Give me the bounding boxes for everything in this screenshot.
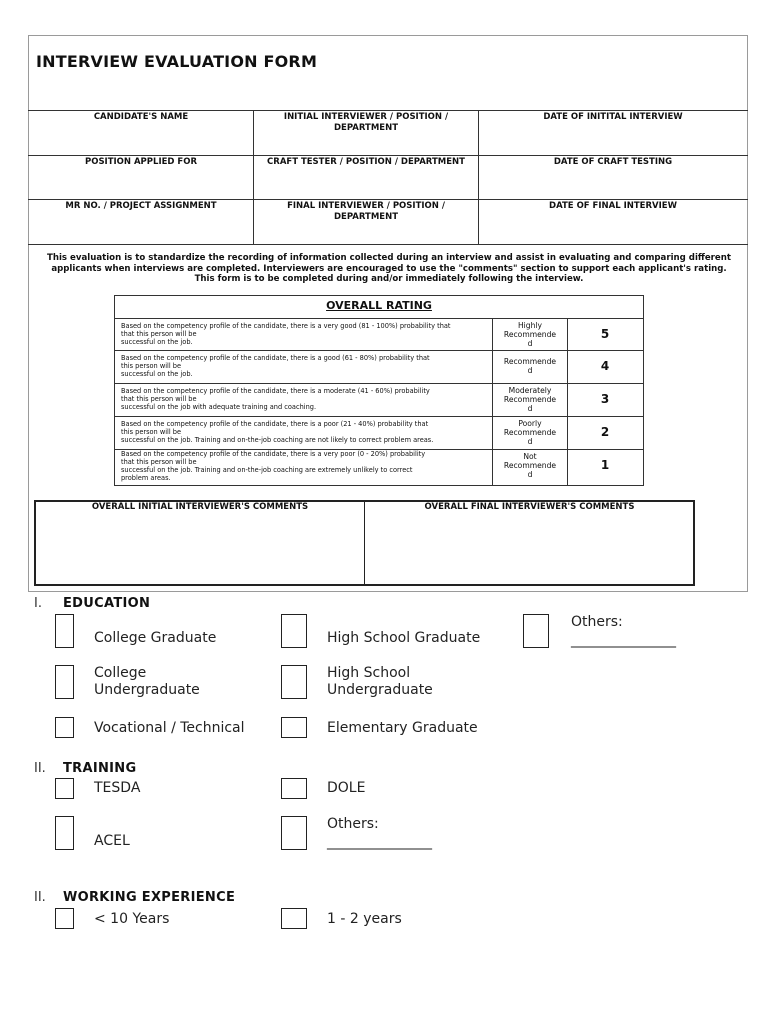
instruction-line: This evaluation is to standardize the recording of information collected during an interview and assist in evaluating and comparing different (47, 253, 731, 263)
header-grid-line (478, 110, 479, 244)
tesda-checkbox[interactable] (55, 778, 74, 799)
rating-label: Poorly Recommende d (503, 419, 557, 446)
rating-score-2[interactable]: 2 (600, 425, 610, 439)
education-others-checkbox[interactable] (523, 614, 549, 648)
rating-description: Based on the competency profile of the candidate, there is a very poor (0 - 20%) probability that this person will be successful on the job. Training and on-the-job coaching are extremely unlikely to correct problem areas. (121, 450, 426, 482)
rating-label: Recommende d (503, 357, 557, 375)
final-interviewer-field[interactable]: FINAL INTERVIEWER / POSITION / DEPARTMENT (287, 201, 445, 222)
acel-checkbox[interactable] (55, 816, 74, 850)
elementary-graduate-label: Elementary Graduate (327, 720, 478, 736)
rating-description: Based on the competency profile of the candidate, there is a poor (21 - 40%) probability that this person will be successful on the job. Training and on-the-job coaching are not likely to correct problem areas. (121, 420, 434, 444)
header-grid-line (28, 155, 748, 156)
rating-grid-line (492, 318, 493, 486)
high-school-undergraduate-label: High School Undergraduate (327, 665, 433, 698)
comments-divider (364, 500, 365, 586)
less-than-10-years-checkbox[interactable] (55, 908, 74, 929)
rating-score-5[interactable]: 5 (600, 327, 610, 341)
less-than-10-years-label: < 10 Years (94, 911, 170, 927)
rating-score-3[interactable]: 3 (600, 392, 610, 406)
final-interview-date-field[interactable]: DATE OF FINAL INTERVIEW (549, 201, 677, 211)
rating-description: Based on the competency profile of the candidate, there is a very good (81 - 100%) probability that that this person will be successful on the job. (121, 322, 451, 346)
dole-label: DOLE (327, 780, 366, 796)
instruction-line: applicants when interviews are completed. Interviewers are encouraged to use the "comments" section to support each applicant's rating. (51, 263, 727, 274)
experience-section-number: II. (34, 890, 46, 905)
education-others-input[interactable]: _______________ (571, 632, 676, 648)
header-grid-line (253, 110, 254, 244)
training-section-number: II. (34, 761, 46, 776)
tesda-label: TESDA (94, 780, 141, 796)
rating-label: Moderately Recommende d (503, 386, 557, 413)
header-grid-line (28, 244, 748, 245)
training-others-checkbox[interactable] (281, 816, 307, 850)
rating-description: Based on the competency profile of the candidate, there is a good (61 - 80%) probability that this person will be successful on the job. (121, 354, 430, 378)
candidate-name-field[interactable]: CANDIDATE'S NAME (93, 112, 189, 122)
final-comments-field[interactable]: OVERALL FINAL INTERVIEWER'S COMMENTS (424, 502, 635, 512)
craft-testing-date-field[interactable]: DATE OF CRAFT TESTING (553, 157, 673, 167)
instruction-line: This form is to be completed during and/or immediately following the interview. (194, 274, 584, 284)
initial-interview-date-field[interactable]: DATE OF INITITAL INTERVIEW (543, 112, 683, 122)
initial-interviewer-field[interactable]: INITIAL INTERVIEWER / POSITION / DEPARTMENT (283, 112, 449, 133)
rating-grid-line (114, 318, 644, 319)
high-school-undergraduate-checkbox[interactable] (281, 665, 307, 699)
one-to-two-years-label: 1 - 2 years (327, 911, 402, 927)
high-school-graduate-label: High School Graduate (327, 630, 481, 646)
education-others-label: Others: (571, 614, 623, 630)
one-to-two-years-checkbox[interactable] (281, 908, 307, 929)
vocational-technical-checkbox[interactable] (55, 717, 74, 738)
training-section-title: TRAINING (63, 761, 137, 776)
education-section-number: I. (34, 596, 42, 611)
elementary-graduate-checkbox[interactable] (281, 717, 307, 738)
mr-no-project-field[interactable]: MR NO. / PROJECT ASSIGNMENT (65, 201, 217, 211)
high-school-graduate-checkbox[interactable] (281, 614, 307, 648)
position-applied-field[interactable]: POSITION APPLIED FOR (84, 157, 197, 167)
dole-checkbox[interactable] (281, 778, 307, 799)
rating-label: Highly Recommende d (503, 321, 557, 348)
initial-comments-field[interactable]: OVERALL INITIAL INTERVIEWER'S COMMENTS (91, 502, 309, 512)
college-graduate-label: College Graduate (94, 630, 217, 646)
college-undergraduate-label: College Undergraduate (94, 665, 200, 698)
rating-grid-line (114, 350, 644, 351)
vocational-technical-label: Vocational / Technical (94, 720, 245, 736)
rating-grid-line (114, 416, 644, 417)
header-grid-line (28, 110, 748, 111)
craft-tester-field[interactable]: CRAFT TESTER / POSITION / DEPARTMENT (267, 157, 465, 167)
overall-rating-title: OVERALL RATING (326, 299, 432, 312)
rating-label: Not Recommende d (503, 452, 557, 479)
experience-section-title: WORKING EXPERIENCE (63, 890, 236, 905)
rating-grid-line (114, 383, 644, 384)
rating-score-1[interactable]: 1 (600, 458, 610, 472)
college-graduate-checkbox[interactable] (55, 614, 74, 648)
training-others-label: Others: (327, 816, 379, 832)
acel-label: ACEL (94, 833, 130, 849)
training-others-input[interactable]: _______________ (327, 834, 432, 850)
form-instructions (34, 253, 744, 285)
rating-score-4[interactable]: 4 (600, 359, 610, 373)
rating-description: Based on the competency profile of the candidate, there is a moderate (41 - 60%) probability that this person will be successful on the job with adequate training and coaching. (121, 387, 430, 411)
header-grid-line (28, 199, 748, 200)
college-undergraduate-checkbox[interactable] (55, 665, 74, 699)
form-title: INTERVIEW EVALUATION FORM (36, 52, 318, 71)
education-section-title: EDUCATION (63, 596, 151, 611)
rating-grid-line (567, 318, 568, 486)
